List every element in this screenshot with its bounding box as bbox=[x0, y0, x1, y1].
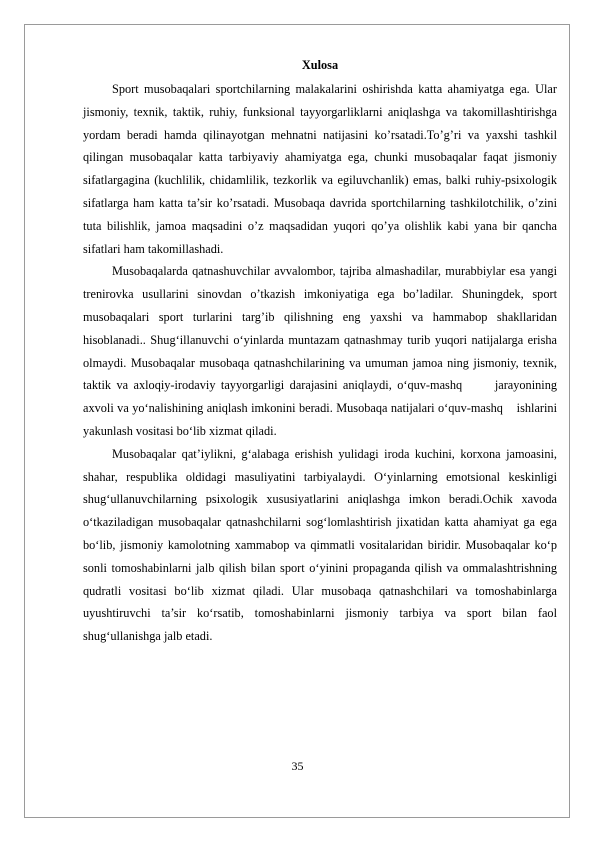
document-body bbox=[83, 56, 561, 648]
paragraph-2: Musobaqalarda qatnashuvchilar avvalombor, tajriba almashadilar, murabbiylar esa yangi trenirovka usullarini sinovdan o’tkazish imkoniyatiga ega bo’ladilar. Shuningdek, sport musobaqalari sport turlarini targ’ib qilishning eng yaxshi va hammabop shakllaridan hisoblanadi.. Shug‘illanuvchi o‘yinlarda muntazam qatnashmay turib yuqori natijalarga erisha olmaydi. Musobaqalar musobaqa qatnashchilarining va umuman jamoa ning jismoniy, texnik, taktik va axloqiy-irodaviy tayyorgarligi darajasini aniqlaydi, o‘quv-mashq jarayonining axvoli va yo‘nalishining aniqlash imkonini beradi. Musobaqa natijalari o‘quv-mashq ishlarini yakunlash vositasi bo‘lib xizmat qiladi. bbox=[83, 264, 561, 438]
paragraph-3: Musobaqalar qat’iylikni, g‘alabaga erishish yulidagi iroda kuchini, korxona jamoasini, shahar, respublika oldidagi masuliyatini tarbiyalaydi. O‘yinlarning emotsional keskinligi shug‘ullanuvchilarning psixologik xususiyatlarini aniqlashga imkon beradi.Ochik xavoda o‘tkaziladigan musobaqalar qatnashchilarni sog‘lomlashtirish jixatidan katta ahamiyat ga ega bo‘lib, jismoniy kamolotning xammabop va qimmatli vositalaridan biridir. Musobaqalar ko‘p sonli tomoshabinlarni jalb qilish bilan sport o‘yinini propaganda qilish va ommalashtrishning qudratli vositasi bo‘lib xizmat qiladi. Ular musobaqa qatnashchilari va tomoshabinlarga uyushtiruvchi ta’sir ko‘rsatib, tomoshabinlarni jismoniy tarbiya va sport bilan faol shug‘ullanishga jalb etadi. bbox=[83, 446, 557, 644]
page-number: 35 bbox=[291, 759, 304, 773]
paragraph-1: Sport musobaqalari sportchilarning malakalarini oshirishda katta ahamiyatga ega. Ular jismoniy, texnik, taktik, ruhiy, funksional tayyorgarliklarni aniqlashga va takomillashtirishga yordam beradi hamda qilinayotgan mehnatni natijasini ko’rsatadi.To’g’ri va yaxshi tashkil qilingan musobaqalar katta tarbiyaviy ahamiyatga ega, chunki musobaqalar faqat jismoniy sifatlargagina (kuchlilik, chidamlilik, tezkorlik va egiluvchanlik) emas, balki ruhiy-psixologik sifatlarga ham katta ta’sir ko’rsatadi. Musobaqa davrida sportchilarning tashkilotchilik, o’zini tuta bilishlik, jamoa maqsadini o’z maqsadidan yuqori qo’ya olishlik kabi yana bir qancha sifatlari ham takomillashadi. bbox=[83, 82, 557, 256]
section-title: Xulosa bbox=[301, 58, 339, 72]
